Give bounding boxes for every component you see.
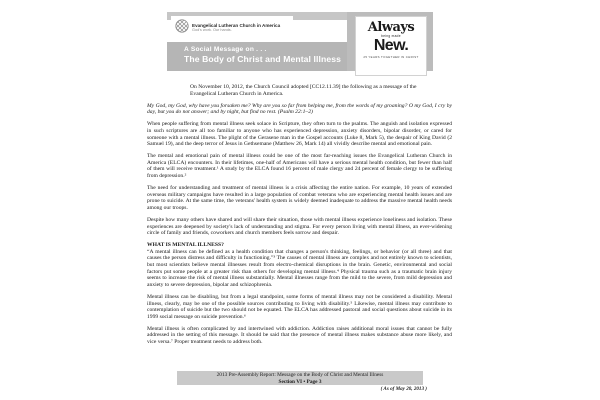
footer-date-note: ( As of May 20, 2013 ): [380, 386, 427, 392]
paragraph: When people suffering from mental illness seek solace in Scripture, they often turn to the psalms. The anguish and isolation expressed in such scriptures are all too familiar to anyone who has experienced depression, anxiety disorders, bipolar disorder, or cared for someone with a mental illness. The plight of the Gerasene man in the Gospel accounts (Luke 8, Mark 5), the despair of King David (2 Samuel 19), and the deep terror of Jesus in Gethsemane (Matthew 26, Mark 14) all vividly describe mental and emotional pain.: [147, 121, 452, 148]
elca-logo-box: [171, 16, 293, 40]
paragraph: “A mental illness can be defined as a health condition that changes a person's thinking, feelings, or behavior (or all three) and that causes the person distress and difficulty in functioning.”³ The causes of mental illness are complex and not entirely known to scientists, but most scientists believe mental illnesses result from electro-chemical disruptions in the brain. Genetic, environmental and social factors put some people at a greater risk than others for developing mental illness.⁴ Physical trauma such as a traumatic brain injury seems to increase the risk of mental illness substantially. Mental illnesses range from the mild to the severe, from mild depression and anxiety to severe depression, bipolar and schizophrenia.: [147, 248, 452, 288]
anniversary-logo: [355, 16, 427, 76]
elca-name: Evangelical Lutheran Church in America: [192, 23, 281, 28]
section-heading: WHAT IS MENTAL ILLNESS?: [147, 242, 224, 249]
document-title: The Body of Christ and Mental Illness: [184, 54, 341, 64]
footer-report-title: 2013 Pre-Assembly Report: Message on the Body of Christ and Mental Illness: [216, 372, 384, 378]
footer-section-page: Section VI • Page 3: [278, 378, 322, 385]
anniversary-word-being-made: being made: [381, 34, 401, 38]
adoption-note: On November 10, 2012, the Church Council adopted [CC12.11.39] the following as a message of the Evangelical Lutheran Church in America.: [190, 84, 417, 97]
footer-bar: [177, 371, 423, 385]
paragraph: The need for understanding and treatment of mental illness is a crisis affecting the entire nation. For example, 10 years of extended overseas military campaigns have resulted in a large population of combat veterans who are experiencing mental health issues and are prone to suicide. At the same time, the veterans' health system is widely deemed inadequate to address the massive mental health needs among our troops.: [147, 185, 452, 211]
psalm-quote: My God, my God, why have you forsaken me? Why are you so far from helping me, from the words of my groaning? O my God, I cry by day, but you do not answer; and by night, but find no rest. (Psalm 22:1–2): [147, 102, 452, 116]
elca-tagline: God's work. Our hands.: [192, 28, 232, 33]
paragraph: Despite how many others have shared and will share their situation, those with mental illness experience loneliness and isolation. These experiences are deepened by society's lack of understanding and stigma. For every person living with mental illness, an ever-widening circle of family and friends, coworkers and church members feels sorrow and despair.: [147, 217, 452, 237]
paragraph: Mental illness can be disabling, but from a legal standpoint, some forms of mental illness may not be considered a disability. Mental illness, clearly, may be one of the possible sources contributing to living with disability.⁵ Likewise, mental illness may contribute to contemplation of suicide but the two should not be equated. The ELCA has addressed pastoral and social questions about suicide in its 1999 social message on suicide prevention.⁶: [147, 293, 452, 320]
document-subtitle: A Social Message on . . .: [184, 46, 267, 53]
anniversary-caption: 25 YEARS TOGETHER IN CHRIST: [363, 55, 419, 60]
anniversary-word-new: New.: [373, 37, 409, 55]
paragraph: The mental and emotional pain of mental illness could be one of the most far-reaching issues the Evangelical Lutheran Church in America (ELCA) encounters. In their lifetimes, one-half of Americans will have a serious mental health condition, but fewer than half of them will receive treatment.¹ A study by the ELCA found 16 percent of male clergy and 24 percent of female clergy to be suffering from depression.²: [147, 153, 452, 180]
elca-name-block: [192, 23, 280, 33]
document-body: [147, 84, 452, 351]
paragraph: Mental illness is often complicated by and intertwined with addiction. Addiction raises additional moral issues that cannot be fully addressed in the setting of this message. It should be said that the presence of mental illness makes substance abuse more likely, and vice versa.⁷ Proper treatment needs to address both.: [147, 325, 452, 345]
elca-emblem-icon: [175, 19, 189, 38]
anniversary-word-always: Always: [367, 20, 415, 35]
